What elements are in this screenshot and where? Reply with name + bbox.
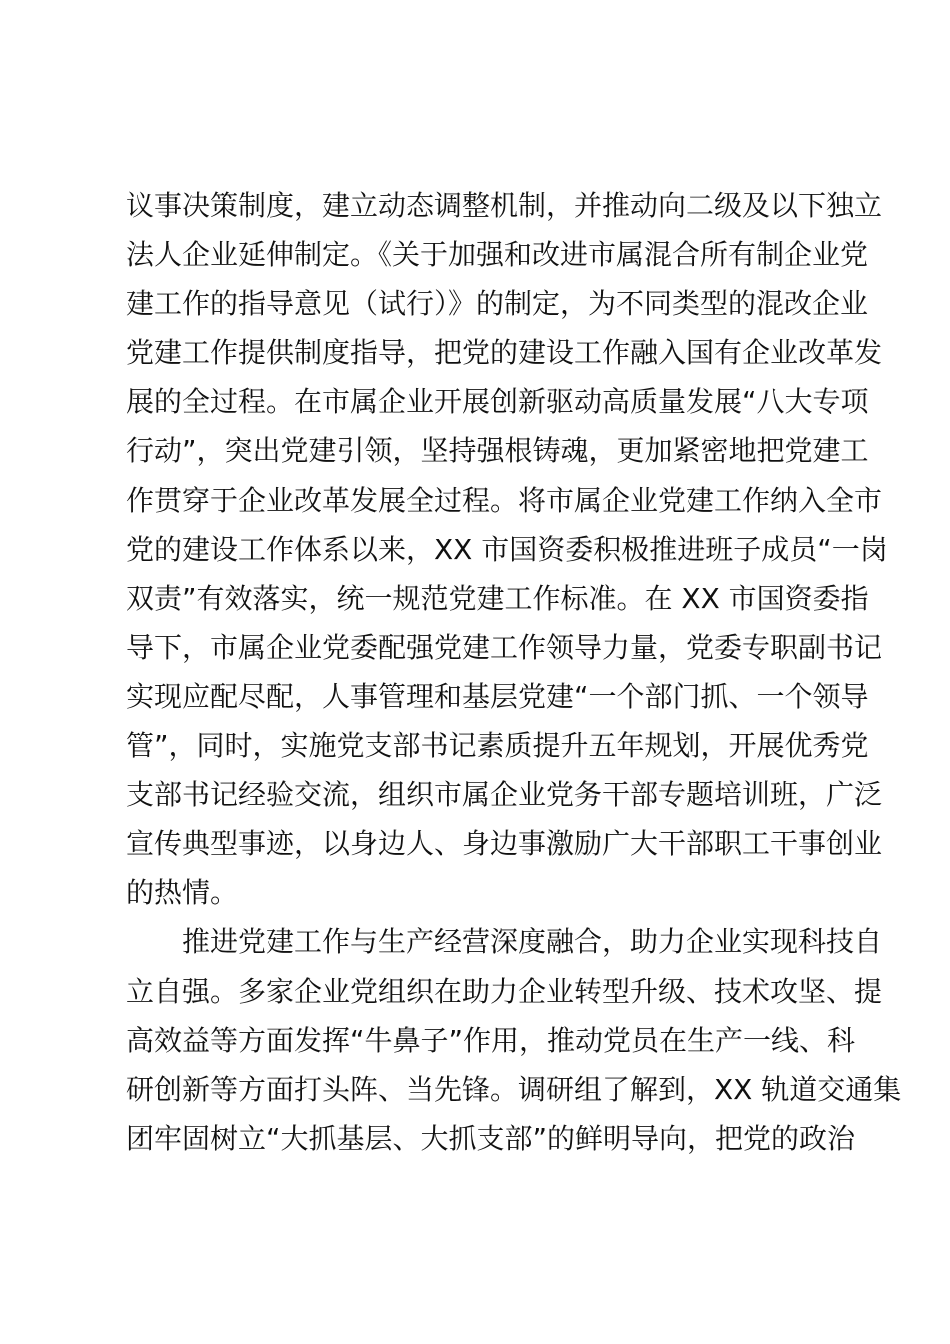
text-line-5: 展的全过程。在市属企业开展创新驱动高质量发展“八大专项: [126, 385, 869, 419]
text-line-14: 宣传典型事迹，以身边人、身边事激励广大干部职工干事创业: [126, 827, 883, 861]
body-text: [126, 181, 902, 1163]
text-line-19: 研创新等方面打头阵、当先锋。调研组了解到，XX 轨道交通集: [126, 1072, 902, 1106]
text-line-16: 推进党建工作与生产经营深度融合，助力企业实现科技自: [182, 925, 883, 959]
text-line-1: 议事决策制度，建立动态调整机制，并推动向二级及以下独立: [126, 189, 883, 222]
text-line-11: 实现应配尽配，人事管理和基层党建“一个部门抓、一个领导: [126, 679, 869, 713]
text-line-9: 双责”有效落实，统一规范党建工作标准。在 XX 市国资委指: [126, 581, 869, 615]
text-line-2: 法人企业延伸制定。《关于加强和改进市属混合所有制企业党: [126, 238, 869, 272]
text-line-10: 导下，市属企业党委配强党建工作领导力量，党委专职副书记: [126, 630, 883, 664]
text-line-13: 支部书记经验交流，组织市属企业党务干部专题培训班，广泛: [126, 778, 883, 812]
text-line-18: 高效益等方面发挥“牛鼻子”作用，推动党员在生产一线、科: [126, 1023, 856, 1057]
text-line-6: 行动”，突出党建引领，坚持强根铸魂，更加紧密地把党建工: [126, 434, 869, 468]
text-line-8: 党的建设工作体系以来，XX 市国资委积极推进班子成员“一岗: [126, 532, 888, 566]
text-line-4: 党建工作提供制度指导，把党的建设工作融入国有企业改革发: [126, 336, 883, 370]
text-line-3: 建工作的指导意见（试行）》的制定，为不同类型的混改企业: [126, 287, 869, 321]
text-line-7: 作贯穿于企业改革发展全过程。将市属企业党建工作纳入全市: [126, 483, 883, 517]
text-line-12: 管”，同时，实施党支部书记素质提升五年规划，开展优秀党: [126, 729, 869, 763]
text-line-20: 团牢固树立“大抓基层、大抓支部”的鲜明导向，把党的政治: [126, 1121, 856, 1155]
text-line-15: 的热情。: [126, 876, 239, 910]
text-line-17: 立自强。多家企业党组织在助力企业转型升级、技术攻坚、提: [126, 974, 883, 1008]
